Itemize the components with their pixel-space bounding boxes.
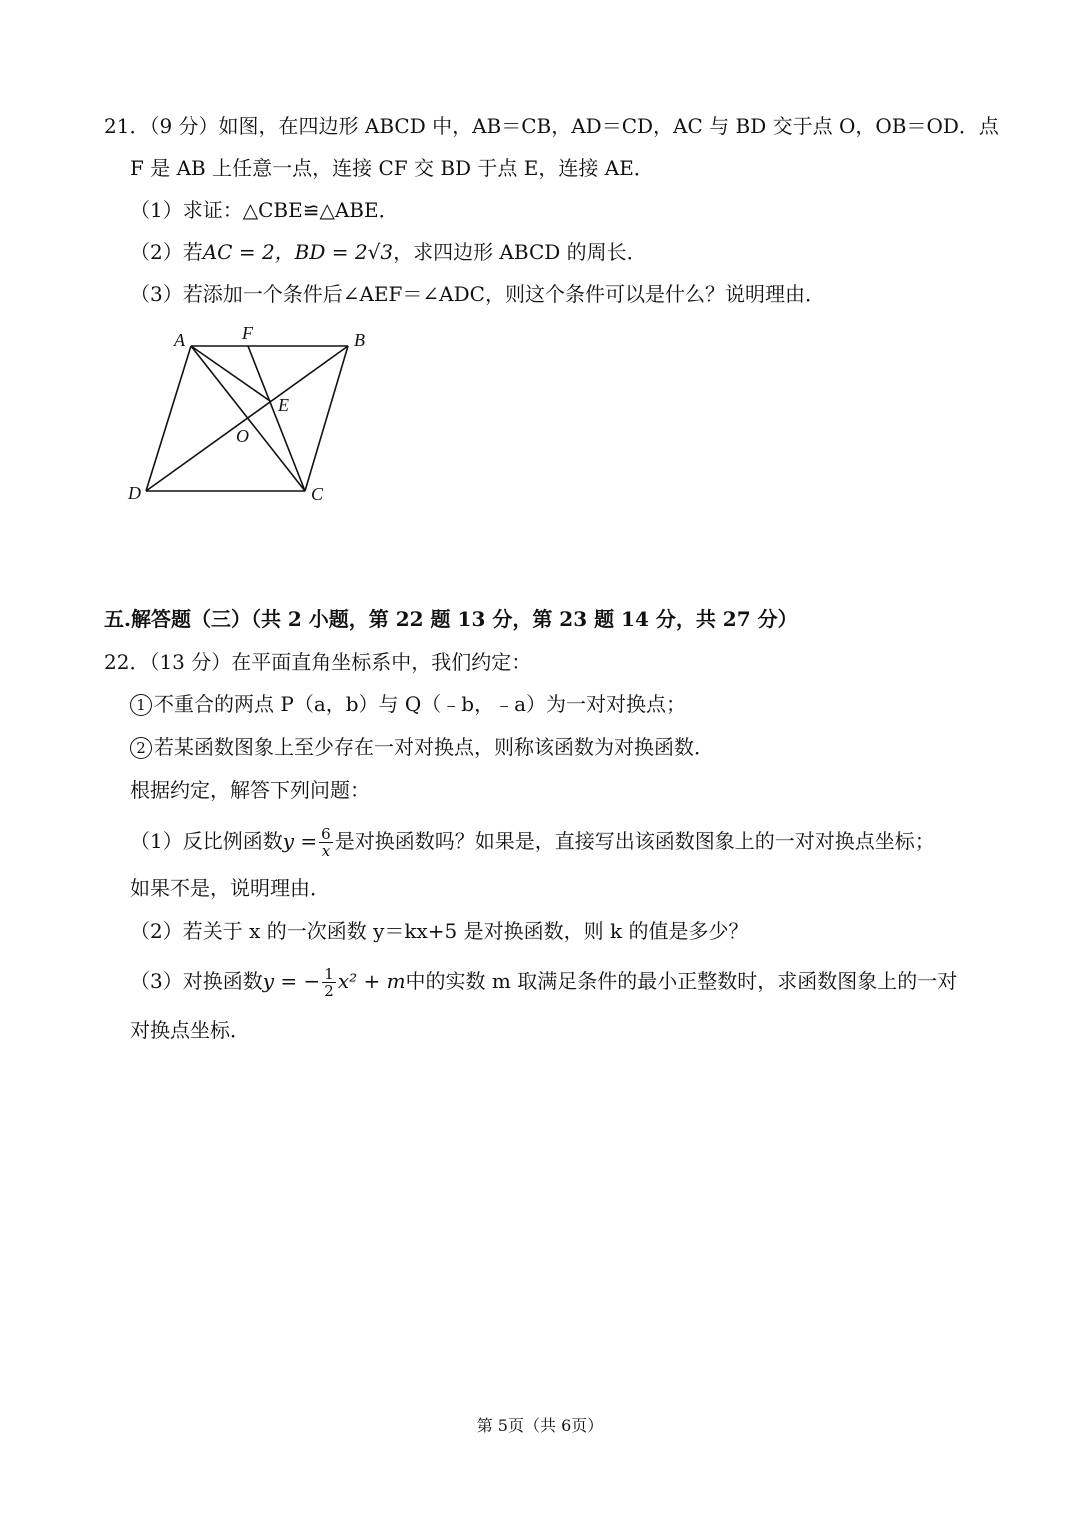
fraction-1-over-2 — [322, 966, 336, 999]
q21-line1: 21．（9 分）如图，在四边形 ABCD 中，AB＝CB，AD＝CD，AC 与 BD 交于点 O，OB＝OD．点 — [104, 114, 999, 138]
label-c: C — [311, 484, 324, 504]
q22-rule1 — [130, 690, 686, 718]
q22-part3-tail: x² + m — [337, 969, 406, 993]
q22-part3-y: y = − — [262, 969, 321, 993]
label-a: A — [174, 330, 185, 350]
page-footer: 第 5页（共 6页） — [476, 1416, 604, 1435]
q22-part3 — [130, 966, 957, 999]
q22-part2: （2）若关于 x 的一次函数 y＝kx+5 是对换函数，则 k 的值是多少？ — [130, 919, 749, 943]
q22-part3-cont: 对换点坐标． — [130, 1018, 250, 1042]
q22-intro: 22．（13 分）在平面直角坐标系中，我们约定： — [104, 650, 532, 674]
label-f: F — [242, 323, 253, 343]
label-e: E — [278, 395, 289, 415]
q22-part3-post: 中的实数 m 取满足条件的最小正整数时，求函数图象上的一对 — [405, 969, 958, 993]
label-o: O — [236, 426, 249, 446]
fraction-denominator: 2 — [324, 982, 334, 1000]
q22-part1-pre: （1）反比例函数 — [130, 829, 283, 853]
circled-number-1: 1 — [130, 694, 152, 716]
q22-part1 — [130, 826, 935, 859]
q21-part3: （3）若添加一个条件后∠AEF＝∠ADC，则这个条件可以是什么？说明理由． — [130, 282, 825, 306]
section-heading: 五.解答题（三）（共 2 小题，第 22 题 13 分，第 23 题 14 分，共 27 分） — [104, 607, 798, 631]
side-bc — [305, 346, 348, 491]
fraction-6-over-x — [319, 826, 333, 859]
q22-prompt: 根据约定，解答下列问题： — [130, 778, 370, 802]
segment-cf — [248, 346, 305, 491]
q21-part2-math: AC = 2，BD = 2√3 — [202, 240, 394, 264]
q21-part1: （1）求证：△CBE≌△ABE． — [130, 198, 399, 222]
q22-part1-y: y = — [282, 829, 318, 853]
q21-part2-pre: （2）若 — [130, 240, 203, 264]
q21-part2 — [130, 238, 647, 266]
label-b: B — [354, 330, 365, 350]
quadrilateral-figure — [118, 318, 378, 518]
q22-part3-pre: （3）对换函数 — [130, 969, 263, 993]
diagonal-bd — [146, 346, 348, 491]
circled-number-2: 2 — [130, 737, 152, 759]
fraction-numerator: 6 — [321, 825, 331, 843]
q22-part1-cont: 如果不是，说明理由． — [130, 876, 330, 900]
fraction-numerator: 1 — [324, 965, 334, 983]
q22-part1-post: 是对换函数吗？如果是，直接写出该函数图象上的一对对换点坐标； — [334, 829, 935, 853]
q22-rule2-text: 若某函数图象上至少存在一对对换点，则称该函数为对换函数． — [154, 735, 714, 759]
label-d: D — [128, 483, 141, 503]
fraction-denominator: x — [321, 842, 331, 860]
q22-rule2 — [130, 733, 714, 761]
q21-line2: F 是 AB 上任意一点，连接 CF 交 BD 于点 E，连接 AE． — [130, 156, 654, 180]
q22-rule1-text: 不重合的两点 P（a，b）与 Q（﹣b，﹣a）为一对对换点； — [154, 692, 687, 716]
side-da — [146, 346, 191, 491]
q21-part2-post: ，求四边形 ABCD 的周长． — [393, 240, 647, 264]
